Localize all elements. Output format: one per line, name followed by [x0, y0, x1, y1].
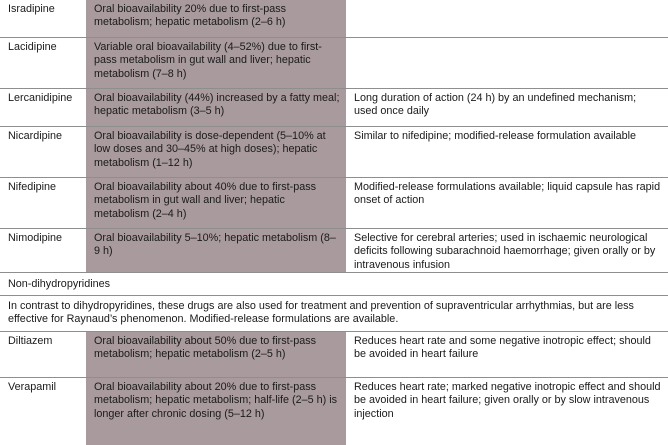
- drug-comments: Long duration of action (24 h) by an undefined mechanism; used once daily: [354, 92, 637, 118]
- drug-comments: Reduces heart rate; marked negative inotropic effect and should be avoided in heart failure; given orally or by slow intravenous injection: [354, 381, 661, 420]
- drug-name: Nifedipine: [8, 181, 57, 193]
- section-heading-row: [0, 273, 668, 296]
- table-row: [0, 178, 668, 229]
- drug-comments: [346, 38, 668, 88]
- section-note: In contrast to dihydropyridines, these drugs are also used for treatment and prevention of supraventricular arrhythmias, but are less effective for Raynaud’s phenomenon. Modified-release formulations are available.: [8, 300, 634, 326]
- table-row: [0, 38, 668, 89]
- drug-pharmacokinetics: Oral bioavailability is dose-dependent (5–10% at low doses and 30–45% at high doses); hepatic metabolism (1–12 h): [86, 127, 346, 177]
- drug-comments: Selective for cerebral arteries; used in ischaemic neurological deficits following subarachnoid haemorrhage; given orally or by intravenous infusion: [354, 232, 656, 271]
- table-row: [0, 89, 668, 127]
- drug-comments: Modified-release formulations available; liquid capsule has rapid onset of action: [354, 181, 661, 207]
- section-note-row: [0, 296, 668, 332]
- drug-name: Lacidipine: [8, 41, 57, 53]
- drug-name: Diltiazem: [8, 335, 53, 347]
- table-row: [0, 332, 668, 378]
- drug-pharmacokinetics: Oral bioavailability about 20% due to first-pass metabolism; hepatic metabolism; half-life (2–5 h) is longer after chronic dosing (5–12 h): [86, 378, 346, 445]
- drug-pharmacokinetics: Oral bioavailability 5–10%; hepatic metabolism (8–9 h): [86, 229, 346, 272]
- drug-comments: Reduces heart rate and some negative inotropic effect; should be avoided in heart failure: [354, 335, 651, 361]
- drug-name: Isradipine: [8, 3, 55, 15]
- drug-pharmacokinetics: Oral bioavailability about 40% due to first-pass metabolism in gut wall and liver; hepatic metabolism (2–4 h): [86, 178, 346, 228]
- drug-comments: [346, 0, 668, 37]
- drug-name: Verapamil: [8, 381, 57, 393]
- section-heading: Non-dihydropyridines: [8, 278, 111, 290]
- drug-pharmacokinetics: Variable oral bioavailability (4–52%) due to first-pass metabolism in gut wall and liver; hepatic metabolism (7–8 h): [86, 38, 346, 88]
- drug-pharmacokinetics: Oral bioavailability (44%) increased by a fatty meal; hepatic metabolism (3–5 h): [86, 89, 346, 126]
- drug-name: Nimodipine: [8, 232, 63, 244]
- table-row: [0, 229, 668, 273]
- table-row: [0, 378, 668, 445]
- drug-name: Nicardipine: [8, 130, 63, 142]
- drug-pharmacokinetics: Oral bioavailability about 50% due to first-pass metabolism; hepatic metabolism (2–5 h): [86, 332, 346, 377]
- drug-name: Lercanidipine: [8, 92, 73, 104]
- table-row: [0, 0, 668, 38]
- drug-comments: Similar to nifedipine; modified-release formulation available: [354, 130, 637, 142]
- drug-pharmacokinetics: Oral bioavailability 20% due to first-pass metabolism; hepatic metabolism (2–6 h): [86, 0, 346, 37]
- table-row: [0, 127, 668, 178]
